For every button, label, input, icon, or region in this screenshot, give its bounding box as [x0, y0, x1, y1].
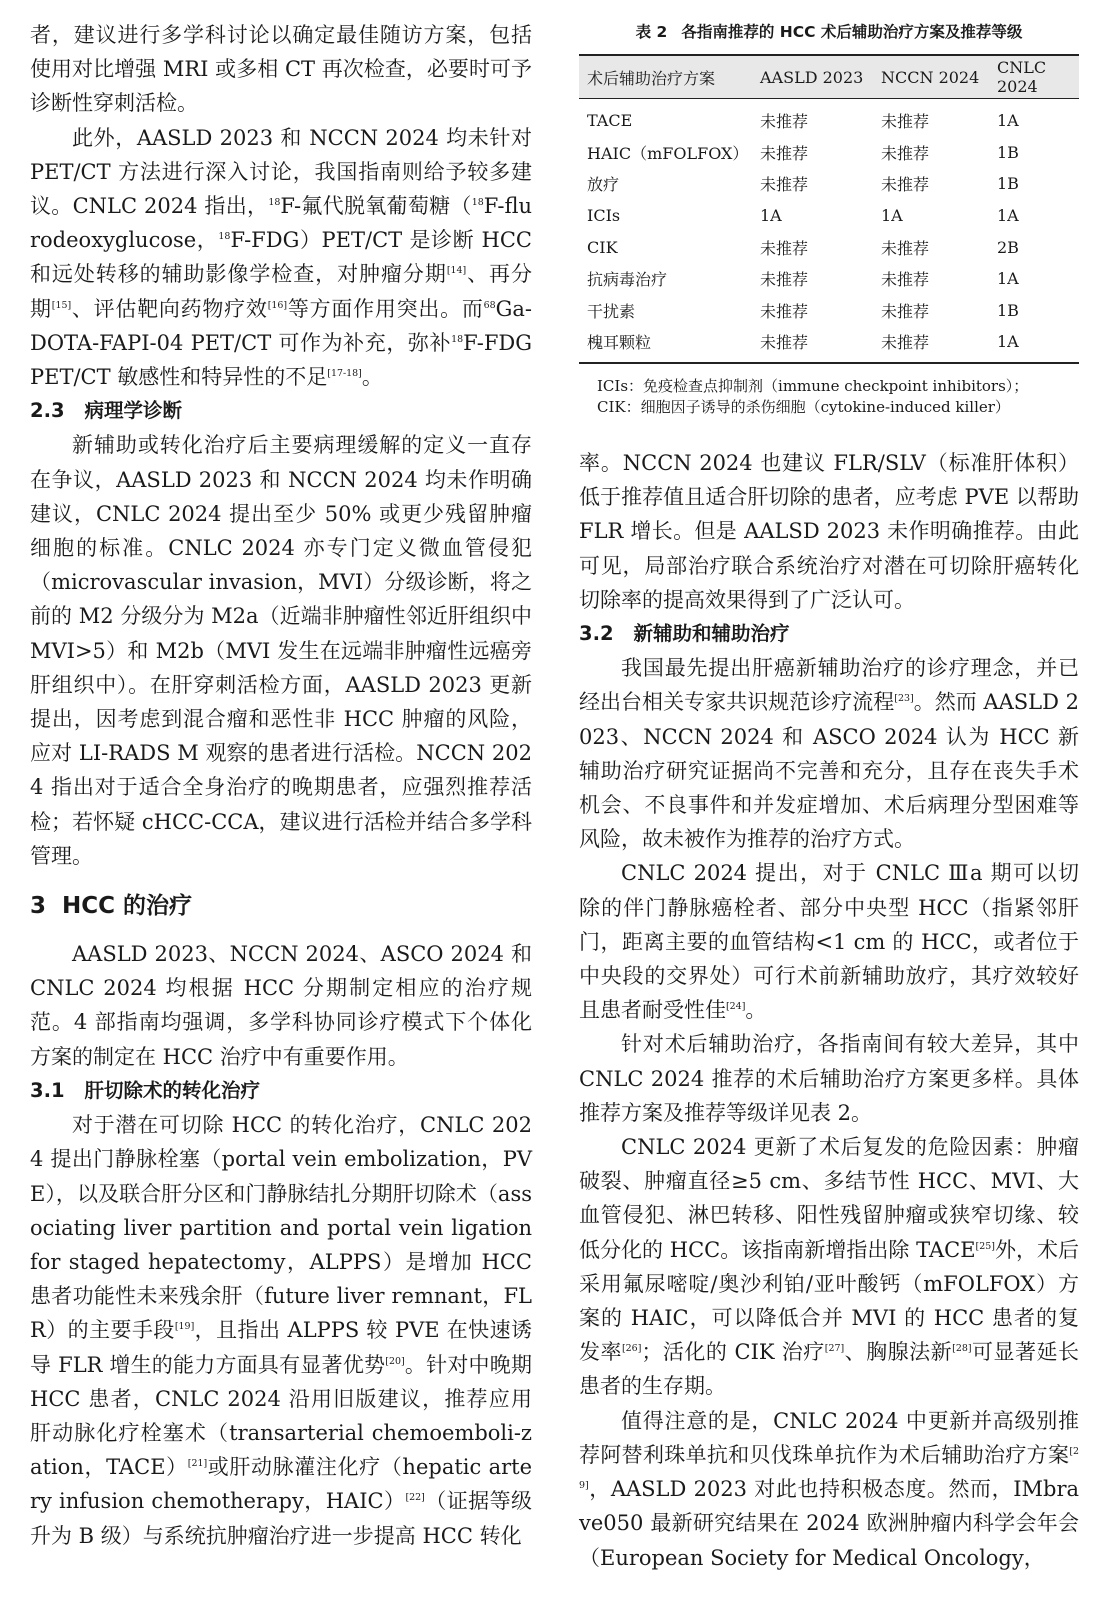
right-column	[579, 18, 1080, 1570]
table-cell: 未推荐	[760, 143, 809, 163]
text-run: 。针对中晚期 HCC 患者，CNLC 2024 沿用旧版建议，推荐应用肝动脉化疗栓塞术（transarterial chemoemboli-zation，TACE）	[30, 1352, 533, 1480]
table-cell: 1A	[989, 326, 1079, 363]
citation: [15]	[51, 299, 72, 311]
text-run: 。	[361, 365, 383, 390]
text-run: 。然而 AASLD 2023、NCCN 2024 和 ASCO 2024 认为 HCC 新辅助治疗研究证据尚不完善和充分，且存在丧失手术机会、不良事件和并发症增加、术后病理分型困难等风险，故未被作为推荐的治疗方式。	[579, 690, 1079, 852]
table-header-row	[579, 55, 1079, 99]
text-run: F-flurodeoxyglucose，	[30, 194, 533, 253]
table-row	[579, 200, 1079, 232]
table-cell: 未推荐	[881, 175, 930, 195]
section-heading-3	[30, 889, 532, 923]
table-body	[579, 99, 1079, 363]
text-run: F-氟代脱氧葡萄糖（	[280, 194, 472, 219]
table-cell: 1B	[997, 142, 1019, 162]
citation: [25]	[975, 1240, 995, 1252]
table-cell: 1A	[997, 206, 1019, 226]
text-run: 新辅助或转化治疗后主要病理缓解的定义一直存在争议，AASLD 2023 和 NCCN 2024 均未作明确建议，CNLC 2024 提出至少 50% 或更少残留肿瘤细胞的标准。CNLC 2024 亦专门定义微血管侵犯（microvascular invasion，MVI）分级诊断，将之前的 M2 分级分为 M2a（近端非肿瘤性邻近肝组织中 MVI>5）和 M2b（MVI 发生在远端非肿瘤性远癌旁肝组织中）。在肝穿刺活检方面，AASLD 2023 更新提出，因考虑到混合瘤和恶性非 HCC 肿瘤的风险，应对 LI-RADS M 观察的患者进行活检。NCCN 2024 指出对于适合全身治疗的晚期患者，应强烈推荐活检；若怀疑 cHCC-CCA，建议进行活检并结合多学科管理。	[30, 433, 532, 868]
table-note: CIK：细胞因子诱导的杀伤细胞（cytokine-induced killer）	[597, 397, 1010, 416]
paragraph	[579, 1404, 1079, 1575]
table-cell: ICIs	[587, 206, 621, 226]
table-cell: CIK	[587, 237, 618, 257]
section-number: 3	[30, 893, 47, 920]
text-run: 、评估靶向药物疗效	[71, 296, 268, 321]
citation: [22]	[405, 1492, 425, 1504]
paragraph	[30, 428, 532, 873]
table-note: ICIs：免疫检查点抑制剂（immune checkpoint inhibitors）；	[597, 376, 1029, 395]
text-run: 此外，AASLD 2023 和 NCCN 2024 均未针对 PET/CT 方法进行深入讨论，我国指南则给予较多建议。CNLC 2024 指出，	[30, 125, 532, 219]
table-2	[579, 18, 1079, 418]
table-row	[579, 326, 1079, 363]
table-cell: 未推荐	[760, 238, 809, 258]
text-run: 者，建议进行多学科讨论以确定最佳随访方案，包括使用对比增强 MRI 或多相 CT 再次检查，必要时可予诊断性穿刺活检。	[30, 23, 532, 116]
section-title: HCC 的治疗	[62, 893, 193, 920]
citation: [14]	[446, 265, 467, 277]
table-header-cell: 术后辅助治疗方案	[587, 68, 716, 88]
citation: [28]	[952, 1343, 972, 1355]
text-run: 值得注意的是，CNLC 2024 中更新并高级别推荐阿替利珠单抗和贝伐珠单抗作为术后辅助治疗方案	[579, 1408, 1079, 1467]
citation: [26]	[622, 1343, 642, 1355]
table-cell: 干扰素	[587, 301, 636, 321]
text-run: Ga-DOTA-FAPI-04 PET/CT 可作为补充，弥补	[30, 296, 533, 355]
citation: [19]	[174, 1321, 195, 1333]
text-run: CNLC 2024 更新了术后复发的危险因素：肿瘤破裂、肿瘤直径≥5 cm、多结节性 HCC、MVI、大血管侵犯、淋巴转移、阳性残留肿瘤或狭窄切缘、较低分化的 HCC。该指南新增指出除 TACE	[579, 1135, 1079, 1262]
text-run: ，AASLD 2023 对此也持积极态度。然而，IMbrave050 最新研究结果在 2024 欧洲肿瘤内科学会年会（European Society for Medical Oncology，	[579, 1477, 1079, 1570]
text-run: 可显著延长患者的生存期。	[579, 1340, 1080, 1399]
citation: [27]	[824, 1343, 845, 1355]
table-cell: 1B	[997, 174, 1019, 194]
table-caption	[579, 18, 1079, 46]
paragraph	[579, 651, 1079, 856]
table-row	[579, 168, 1079, 200]
citation: [23]	[894, 693, 914, 705]
text-run: AASLD 2023、NCCN 2024、ASCO 2024 和 CNLC 2024 均根据 HCC 分期制定相应的治疗规范。4 部指南均强调，多学科协同诊疗模式下个体化方案的制定在 HCC 治疗中有重要作用。	[30, 942, 532, 1069]
section-heading-3-1	[30, 1074, 532, 1108]
text-run: 外，术后采用氟尿嘧啶/奥沙利铂/亚叶酸钙（mFOLFOX）方案的 HAIC，可以降低合并 MVI 的 HCC 患者的复发率	[579, 1237, 1079, 1365]
text-run: 、再分期	[30, 262, 532, 321]
text-run: 率。NCCN 2024 也建议 FLR/SLV（标准肝体积）低于推荐值且适合肝切除的患者，应考虑 PVE 以帮助 FLR 增长。但是 AALSD 2023 未作明确推荐。由此可见，局部治疗联合系统治疗对潜在可切除肝癌转化切除率的提高效果得到了广泛认可。	[579, 451, 1079, 612]
paragraph	[30, 937, 532, 1074]
table-cell: 2B	[997, 237, 1019, 257]
table-cell: HAIC（mFOLFOX）	[587, 143, 749, 163]
section-number: 3.2	[579, 622, 614, 646]
table-cell: 未推荐	[881, 112, 930, 132]
table-cell: 1B	[997, 300, 1019, 320]
table-cell: 未推荐	[873, 326, 989, 363]
table-title: 各指南推荐的 HCC 术后辅助治疗方案及推荐等级	[681, 23, 1023, 41]
table-cell: 未推荐	[881, 301, 930, 321]
table-cell: 放疗	[587, 175, 620, 195]
paragraph	[30, 1108, 532, 1553]
paragraph	[579, 1027, 1079, 1130]
citation: 68	[483, 299, 496, 311]
paragraph	[579, 446, 1079, 617]
text-run: 等方面作用突出。而	[287, 296, 484, 321]
paragraph	[579, 856, 1079, 1027]
paragraph	[30, 121, 532, 395]
table-cell: 未推荐	[760, 270, 809, 290]
table-cell: 未推荐	[760, 301, 809, 321]
text-run: 或肝动脉灌注化疗（hepatic artery infusion chemotherapy，HAIC）	[30, 1455, 532, 1514]
text-run: ，且指出 ALPPS 较 PVE 在快速诱导 FLR 增生的能力方面具有显著优势	[30, 1318, 532, 1377]
table-cell: 未推荐	[881, 238, 930, 258]
table-cell: 1A	[760, 206, 782, 226]
table-cell: 抗病毒治疗	[587, 270, 668, 290]
citation: [24]	[726, 1001, 746, 1013]
text-run: F-FDG PET/CT 敏感性和特异性的不足	[30, 330, 532, 390]
table-label: 表 2	[635, 23, 668, 41]
paragraph	[30, 18, 532, 121]
table-notes	[579, 376, 1079, 418]
table-cell: 未推荐	[760, 175, 809, 195]
section-title: 新辅助和辅助治疗	[633, 622, 790, 646]
table-row	[579, 137, 1079, 169]
table-header-cell: CNLC 2024	[997, 58, 1047, 96]
table-row	[579, 231, 1079, 263]
section-number: 3.1	[30, 1078, 65, 1102]
table-cell: 未推荐	[881, 143, 930, 163]
text-run: 对于潜在可切除 HCC 的转化治疗，CNLC 2024 提出门静脉栓塞（portal vein embolization，PVE），以及联合肝分区和门静脉结扎分期肝切除术（associating liver partition and portal vein ligation for staged hepatectomy，ALPPS）是增加 HCC 患者功能性未来残余肝（future liver remnant，FLR）的主要手段	[30, 1113, 532, 1343]
citation: 18	[218, 231, 231, 243]
section-heading-3-2	[579, 617, 1079, 651]
table-cell: 1A	[997, 111, 1019, 131]
text-run: CNLC 2024 提出，对于 CNLC Ⅲa 期可以切除的伴门静脉癌栓者、部分中央型 HCC（指紧邻肝门，距离主要的血管结构<1 cm 的 HCC，或者位于中央段的交界处）可行术前新辅助放疗，其疗效较好且患者耐受性佳	[579, 861, 1079, 1023]
table-row	[579, 99, 1079, 137]
text-run: 。	[745, 998, 767, 1023]
paragraph	[579, 1130, 1079, 1404]
section-number: 2.3	[30, 399, 65, 423]
section-title: 肝切除术的转化治疗	[84, 1078, 261, 1102]
table-cell: TACE	[587, 111, 633, 131]
citation: [17-18]	[327, 368, 362, 380]
citation: 18	[268, 197, 281, 209]
text-run: 针对术后辅助治疗，各指南间有较大差异，其中 CNLC 2024 推荐的术后辅助治疗方案更多样。具体推荐方案及推荐等级详见表 2。	[579, 1032, 1079, 1125]
citation: [20]	[385, 1355, 405, 1367]
citation: [29]	[579, 1445, 1079, 1492]
table-cell: 1A	[881, 206, 903, 226]
table-header-cell: NCCN 2024	[881, 67, 980, 87]
table-cell: 未推荐	[881, 270, 930, 290]
citation: [16]	[267, 299, 288, 311]
text-run: ；活化的 CIK 治疗	[641, 1340, 825, 1365]
section-heading-2-3	[30, 394, 532, 428]
text-run: （证据等级升为 B 级）与系统抗肿瘤治疗进一步提高 HCC 转化	[30, 1489, 533, 1548]
table-header-cell: AASLD 2023	[760, 67, 864, 87]
text-run: F-FDG）PET/CT 是诊断 HCC 和远处转移的辅助影像学检查，对肿瘤分期	[30, 228, 533, 287]
table-row	[579, 295, 1079, 327]
citation: [21]	[187, 1458, 208, 1470]
table-cell: 未推荐	[752, 326, 873, 363]
text-run: 、胸腺法新	[844, 1340, 953, 1365]
table-cell: 1A	[997, 269, 1019, 289]
citation: 18	[451, 333, 464, 345]
table-row	[579, 263, 1079, 295]
table-cell: 未推荐	[760, 112, 809, 132]
recommendation-table	[579, 54, 1079, 364]
citation: 18	[471, 197, 484, 209]
table-cell: 槐耳颗粒	[579, 326, 752, 363]
section-title: 病理学诊断	[84, 399, 183, 423]
text-run: 我国最先提出肝癌新辅助治疗的诊疗理念，并已经出台相关专家共识规范诊疗流程	[579, 656, 1079, 715]
right-text-flow	[579, 446, 1079, 1575]
left-column	[30, 18, 532, 1553]
